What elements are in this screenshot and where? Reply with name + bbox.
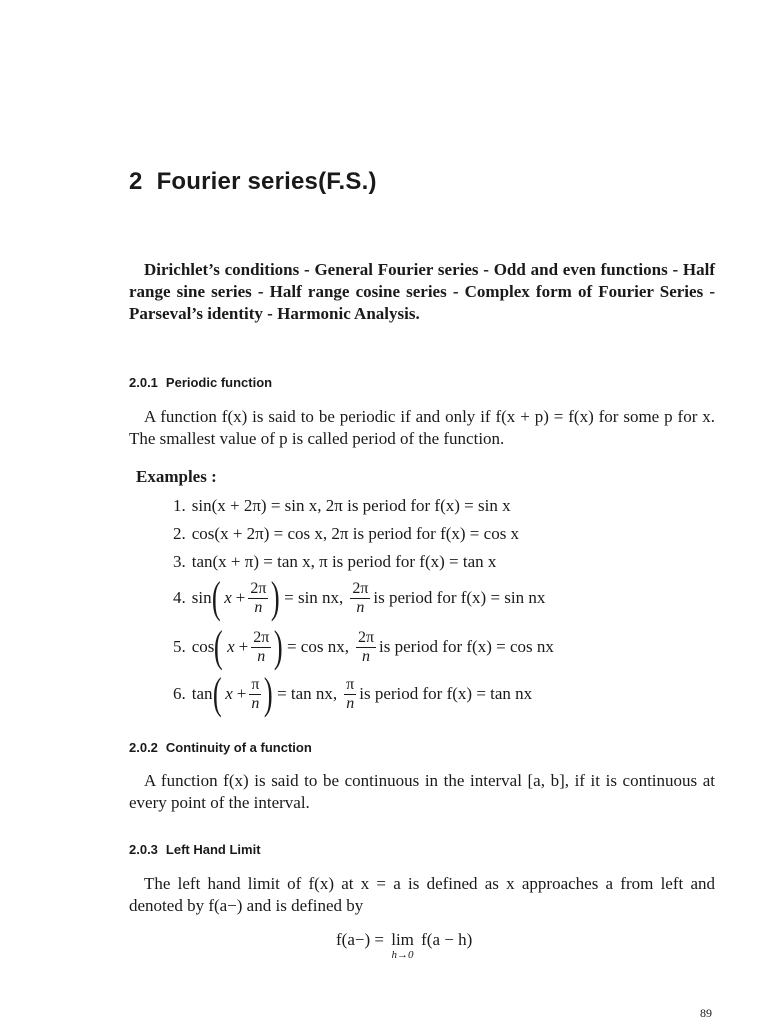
function-name: cos: [191, 637, 215, 656]
limit-subscript: h→0: [391, 949, 414, 961]
section-number: 2.0.1: [129, 375, 158, 390]
equation-rhs: = tan nx,: [277, 684, 338, 703]
example-tail: is period for f(x) = sin nx: [373, 588, 546, 607]
chapter-abstract: [129, 259, 715, 325]
left-paren: (: [211, 573, 221, 622]
variable-x: x: [224, 588, 232, 607]
example-text: cos(x + 2π) = cos x, 2π is period for f(x) = cos x: [191, 524, 520, 543]
fraction-denominator: n: [361, 647, 370, 665]
example-text: sin(x + 2π) = sin x, 2π is period for f(x) = sin x: [191, 496, 511, 515]
fraction-numerator: π: [346, 675, 355, 693]
paragraph-text: A function f(x) is said to be continuous in the interval [a, b], if it is continuous at every point of the interval.: [129, 771, 715, 812]
fraction-denominator: n: [254, 598, 263, 616]
example-item: [173, 622, 554, 671]
plus-sign: +: [235, 588, 246, 607]
chapter-title-text: Fourier series(F.S.): [156, 168, 377, 195]
example-number: 1.: [173, 496, 186, 515]
period-fraction: [350, 580, 370, 617]
equation-rhs: = sin nx,: [284, 588, 344, 607]
limit-operator: [391, 930, 414, 961]
example-number: 2.: [173, 524, 186, 543]
right-paren: ): [264, 669, 274, 718]
variable-x: x: [227, 637, 235, 656]
example-item: [173, 552, 496, 572]
section-title: Continuity of a function: [165, 740, 312, 755]
left-paren: (: [212, 669, 222, 718]
section-heading-periodic: [129, 375, 272, 390]
fraction-denominator: n: [251, 694, 260, 712]
section-title: Periodic function: [165, 375, 273, 390]
fraction: [251, 629, 271, 666]
example-item: [173, 573, 546, 622]
example-tail: is period for f(x) = cos nx: [379, 637, 554, 656]
function-name: sin: [191, 588, 212, 607]
fraction-denominator: n: [356, 598, 365, 616]
left-paren: (: [214, 622, 224, 671]
equation-rhs: = cos nx,: [286, 637, 349, 656]
example-number: 5.: [173, 637, 186, 656]
fraction-denominator: n: [346, 694, 355, 712]
example-number: 3.: [173, 552, 186, 571]
example-number: 6.: [173, 684, 186, 703]
right-paren: ): [274, 622, 284, 671]
example-item: [173, 524, 519, 544]
fraction-numerator: π: [251, 675, 260, 693]
section-title: Left Hand Limit: [165, 842, 261, 857]
equation-lhs: f(a−) =: [336, 930, 384, 949]
period-fraction: [356, 629, 376, 666]
example-number: 4.: [173, 588, 186, 607]
fraction-denominator: n: [257, 647, 266, 665]
fraction: [248, 580, 268, 617]
example-text: tan(x + π) = tan x, π is period for f(x) = tan x: [191, 552, 497, 571]
section-heading-left-hand-limit: [129, 842, 261, 857]
paragraph-text: The left hand limit of f(x) at x = a is defined as x approaches a from left and denoted by f(a−) and is defined by: [129, 874, 715, 915]
paragraph-text: A function f(x) is said to be periodic if and only if f(x + p) = f(x) for some p for x. The smallest value of p is called period of the function.: [129, 407, 715, 448]
variable-x: x: [225, 684, 233, 703]
fraction-numerator: 2π: [352, 579, 369, 597]
example-item: [173, 496, 511, 516]
paragraph-left-hand-limit: [129, 873, 715, 917]
fraction: [249, 676, 261, 713]
example-tail: is period for f(x) = tan nx: [359, 684, 533, 703]
paragraph-continuity: [129, 770, 715, 814]
page-number: 89: [700, 1006, 712, 1020]
limit-word: lim: [391, 930, 414, 949]
plus-sign: +: [236, 684, 247, 703]
section-number: 2.0.3: [129, 842, 158, 857]
chapter-title: [129, 168, 377, 196]
fraction-numerator: 2π: [250, 579, 267, 597]
paragraph-periodic: [129, 406, 715, 450]
section-heading-continuity: [129, 740, 312, 755]
fraction-numerator: 2π: [253, 628, 270, 646]
period-fraction: [344, 676, 356, 713]
abstract-text: Dirichlet’s conditions - General Fourier series - Odd and even functions - Half range sine series - Half range cosine series - Complex form of Fourier Series - Parseval’s identity - Harmonic Analysis.: [129, 260, 715, 323]
fraction-numerator: 2π: [357, 628, 375, 646]
plus-sign: +: [238, 637, 249, 656]
display-equation: [336, 930, 472, 961]
example-item: [173, 669, 533, 718]
right-paren: ): [271, 573, 281, 622]
examples-label: Examples :: [136, 467, 217, 486]
chapter-number: 2: [129, 168, 143, 195]
equation-rhs: f(a − h): [421, 930, 473, 949]
function-name: tan: [191, 684, 213, 703]
section-number: 2.0.2: [129, 740, 158, 755]
